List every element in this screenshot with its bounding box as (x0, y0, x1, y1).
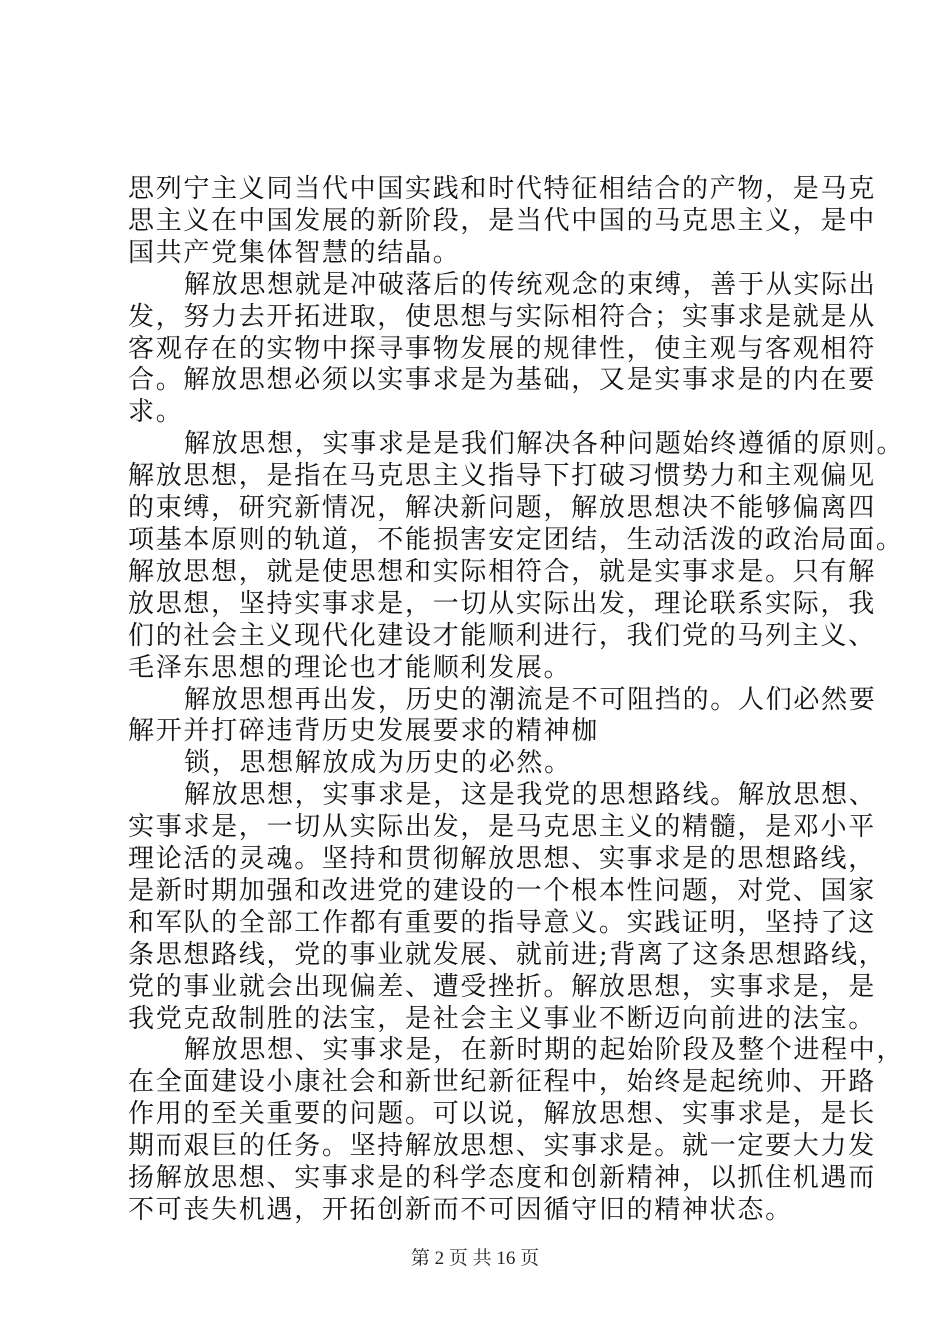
text-line: 思主义在中国发展的新阶段，是当代中国的马克思主义，是中 (128, 205, 876, 236)
text-line: 条思想路线，党的事业就发展、就前进;背离了这条思想路线， (128, 939, 887, 970)
text-line: 不可丧失机遇，开拓创新而不可因循守旧的精神状态。 (128, 1195, 793, 1225)
paragraph (128, 748, 848, 780)
paragraph (128, 1035, 905, 1226)
text-line: 合。解放思想必须以实事求是为基础，又是实事求是的内在要 (128, 365, 876, 396)
text-line: 理论活的灵魂。坚持和贯彻解放思想、实事求是的思想路线， (128, 844, 876, 875)
text-line: 放思想，坚持实事求是，一切从实际出发，理论联系实际，我 (128, 588, 876, 619)
text-line: 党的事业就会出现偏差、遭受挫折。解放思想，实事求是，是 (128, 971, 876, 1002)
text-line: 解放思想再出发，历史的潮流是不可阻挡的。人们必然要 (184, 684, 877, 715)
text-line: 锁，思想解放成为历史的必然。 (184, 748, 572, 779)
document-body (128, 174, 905, 1227)
text-line: 解放思想、实事求是，在新时期的起始阶段及整个进程中， (184, 1035, 905, 1066)
text-line: 期而艰巨的任务。坚持解放思想、实事求是。就一定要大力发 (128, 1131, 876, 1162)
page-number-footer: 第 2 页 共 16 页 (410, 1248, 540, 1269)
text-line: 求。 (128, 397, 184, 428)
text-line: 解放思想，实事求是是我们解决各种问题始终遵循的原则。 (184, 429, 905, 460)
text-line: 在全面建设小康社会和新世纪新征程中，始终是起统帅、开路 (128, 1067, 876, 1098)
paragraph (128, 269, 877, 430)
text-line: 发，努力去开拓进取，使思想与实际相符合；实事求是就是从 (128, 301, 876, 332)
text-line: 解放思想就是冲破落后的传统观念的束缚，善于从实际出 (184, 269, 877, 300)
text-line: 客观存在的实物中探寻事物发展的规律性，使主观与客观相符 (128, 333, 876, 364)
paragraph (128, 684, 877, 749)
text-line: 解开并打碎违背历史发展要求的精神枷 (128, 716, 599, 747)
text-line: 项基本原则的轨道，不能损害安定团结，生动活泼的政治局面。 (128, 524, 904, 555)
text-line: 思列宁主义同当代中国实践和时代特征相结合的产物，是马克 (128, 174, 876, 204)
text-line: 们的社会主义现代化建设才能顺利进行，我们党的马列主义、 (128, 620, 876, 651)
text-line: 国共产党集体智慧的结晶。 (128, 237, 461, 268)
paragraph (128, 429, 905, 684)
text-line: 实事求是，一切从实际出发，是马克思主义的精髓，是邓小平 (128, 812, 876, 843)
text-line: 解放思想，是指在马克思主义指导下打破习惯势力和主观偏见 (128, 461, 876, 492)
text-line: 和军队的全部工作都有重要的指导意义。实践证明，坚持了这 (128, 907, 876, 938)
text-line: 毛泽东思想的理论也才能顺利发展。 (128, 652, 572, 683)
text-line: 作用的至关重要的问题。可以说，解放思想、实事求是，是长 (128, 1099, 876, 1130)
text-line: 解放思想，实事求是，这是我党的思想路线。解放思想、 (184, 780, 877, 811)
text-line: 解放思想，就是使思想和实际相符合，就是实事求是。只有解 (128, 556, 876, 587)
text-line: 我党克敌制胜的法宝，是社会主义事业不断迈向前进的法宝。 (128, 1003, 876, 1034)
text-line: 的束缚，研究新情况，解决新问题，解放思想决不能够偏离四 (128, 493, 876, 524)
paragraph (128, 174, 876, 270)
text-line: 扬解放思想、实事求是的科学态度和创新精神，以抓住机遇而 (128, 1163, 876, 1194)
paragraph (128, 780, 887, 1035)
text-line: 是新时期加强和改进党的建设的一个根本性问题，对党、国家 (128, 875, 876, 906)
